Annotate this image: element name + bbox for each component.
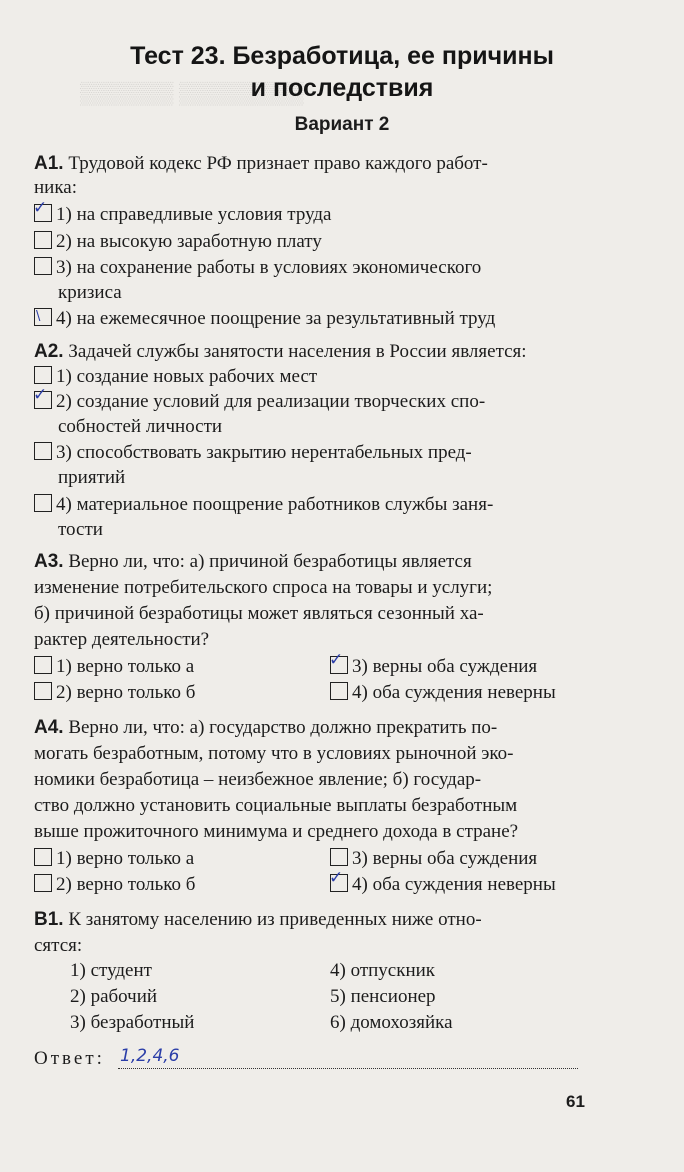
question-text: Задачей службы занятости населения в России является: <box>68 341 527 362</box>
option-row[interactable] <box>34 307 598 331</box>
option-label-cont: кризиса <box>58 282 122 303</box>
list-item: 1) студент <box>70 960 152 981</box>
option-row[interactable] <box>34 256 598 280</box>
question-text-cont: могать безработным, потому что в условиях рыночной эко- <box>34 743 514 764</box>
checkbox-marked[interactable] <box>34 308 52 326</box>
option-row[interactable] <box>330 682 556 704</box>
question-b1 <box>34 908 598 932</box>
option-row[interactable] <box>34 682 195 704</box>
option-label: 2) создание условий для реализации творческих спо- <box>56 391 486 412</box>
option-row[interactable] <box>330 848 537 870</box>
option-label-cont: собностей личности <box>58 416 223 437</box>
option-label: 4) оба суждения неверны <box>352 682 556 703</box>
question-text-cont: ника: <box>34 177 77 198</box>
checkbox[interactable] <box>34 366 52 384</box>
question-text-cont: рактер деятельности? <box>34 629 210 650</box>
checkbox-checked[interactable] <box>33 198 52 222</box>
question-a3 <box>34 550 598 574</box>
option-row[interactable] <box>34 493 598 517</box>
question-text: Трудовой кодекс РФ признает право каждого работ- <box>68 153 488 174</box>
option-row[interactable] <box>34 441 598 465</box>
list-item: 5) пенсионер <box>330 986 436 1007</box>
bleed-through: ▒▒▒▒▒▒ ▒▒▒▒▒▒▒▒ <box>80 80 304 105</box>
question-label: А3. <box>34 551 64 572</box>
question-a4 <box>34 716 598 740</box>
checkbox[interactable] <box>34 848 52 866</box>
checkbox[interactable] <box>330 848 348 866</box>
page-number: 61 <box>566 1092 585 1111</box>
option-row[interactable] <box>329 650 538 678</box>
question-a2 <box>34 340 598 364</box>
option-label-cont: приятий <box>58 467 126 488</box>
question-text-cont: сятся: <box>34 935 83 956</box>
option-label: 2) на высокую заработную плату <box>56 231 322 252</box>
option-label: 3) на сохранение работы в условиях экономического <box>56 257 482 278</box>
page-title-line2: и последствия <box>250 74 434 102</box>
option-row[interactable] <box>34 365 598 389</box>
option-label-cont: тости <box>58 519 103 540</box>
checkmark-icon: ✓ <box>33 385 48 405</box>
checkmark-icon: ✓ <box>329 868 344 888</box>
answer-label: Ответ: <box>34 1048 105 1069</box>
question-text-cont: номики безработица – неизбежное явление; б) государ- <box>34 769 482 790</box>
option-label: 1) верно только а <box>56 848 195 869</box>
question-text-cont: ство должно установить социальные выплаты безработным <box>34 795 518 816</box>
option-label: 3) верны оба суждения <box>352 656 538 677</box>
option-label: 1) верно только а <box>56 656 195 677</box>
option-label: 3) верны оба суждения <box>352 848 538 869</box>
question-text-cont: изменение потребительского спроса на товары и услуги; <box>34 577 493 598</box>
pen-mark-icon: \ <box>36 309 41 324</box>
question-text-cont: выше прожиточного минимума и среднего дохода в стране? <box>34 821 519 842</box>
question-a1 <box>34 152 598 176</box>
option-label: 4) на ежемесячное поощрение за результативный труд <box>56 308 496 329</box>
question-label: В1. <box>34 909 64 930</box>
question-text: К занятому населению из приведенных ниже отно- <box>68 909 482 930</box>
option-label: 1) на справедливые условия труда <box>56 204 332 225</box>
option-label: 4) оба суждения неверны <box>352 874 556 895</box>
checkbox[interactable] <box>34 682 52 700</box>
question-text: Верно ли, что: а) государство должно прекратить по- <box>68 717 498 738</box>
option-label: 2) верно только б <box>56 682 196 703</box>
option-row[interactable] <box>329 868 556 896</box>
option-label: 1) создание новых рабочих мест <box>56 366 318 387</box>
checkbox[interactable] <box>34 874 52 892</box>
checkbox[interactable] <box>34 494 52 512</box>
variant-label: Вариант 2 <box>294 114 390 135</box>
option-row[interactable] <box>34 848 194 870</box>
option-label: 3) способствовать закрытию нерентабельных пред- <box>56 442 472 463</box>
option-row[interactable] <box>33 385 598 414</box>
checkbox[interactable] <box>34 257 52 275</box>
page-title: Тест 23. Безработица, ее причины <box>130 42 554 70</box>
option-label: 4) материальное поощрение работников службы заня- <box>56 494 494 515</box>
checkbox[interactable] <box>330 682 348 700</box>
option-row[interactable] <box>34 874 195 896</box>
checkbox-checked[interactable] <box>33 385 52 409</box>
answer-field[interactable] <box>118 1068 578 1069</box>
list-item: 6) домохозяйка <box>330 1012 453 1033</box>
question-text-cont: б) причиной безработицы может являться сезонный ха- <box>34 603 484 624</box>
checkbox[interactable] <box>34 231 52 249</box>
option-row[interactable] <box>34 656 194 678</box>
question-label: А2. <box>34 341 64 362</box>
question-text: Верно ли, что: а) причиной безработицы является <box>68 551 472 572</box>
answer-value: 1,2,4,6 <box>120 1046 180 1066</box>
option-label: 2) верно только б <box>56 874 196 895</box>
checkmark-icon: ✓ <box>33 198 48 218</box>
list-item: 2) рабочий <box>70 986 158 1007</box>
checkbox-checked[interactable] <box>329 650 348 674</box>
question-label: А4. <box>34 717 64 738</box>
checkbox[interactable] <box>34 442 52 460</box>
option-row[interactable] <box>34 230 598 254</box>
question-label: А1. <box>34 153 64 174</box>
checkbox[interactable] <box>34 656 52 674</box>
option-row[interactable] <box>33 198 598 227</box>
checkmark-icon: ✓ <box>329 650 344 670</box>
list-item: 4) отпускник <box>330 960 436 981</box>
checkbox-checked[interactable] <box>329 868 348 892</box>
list-item: 3) безработный <box>70 1012 195 1033</box>
